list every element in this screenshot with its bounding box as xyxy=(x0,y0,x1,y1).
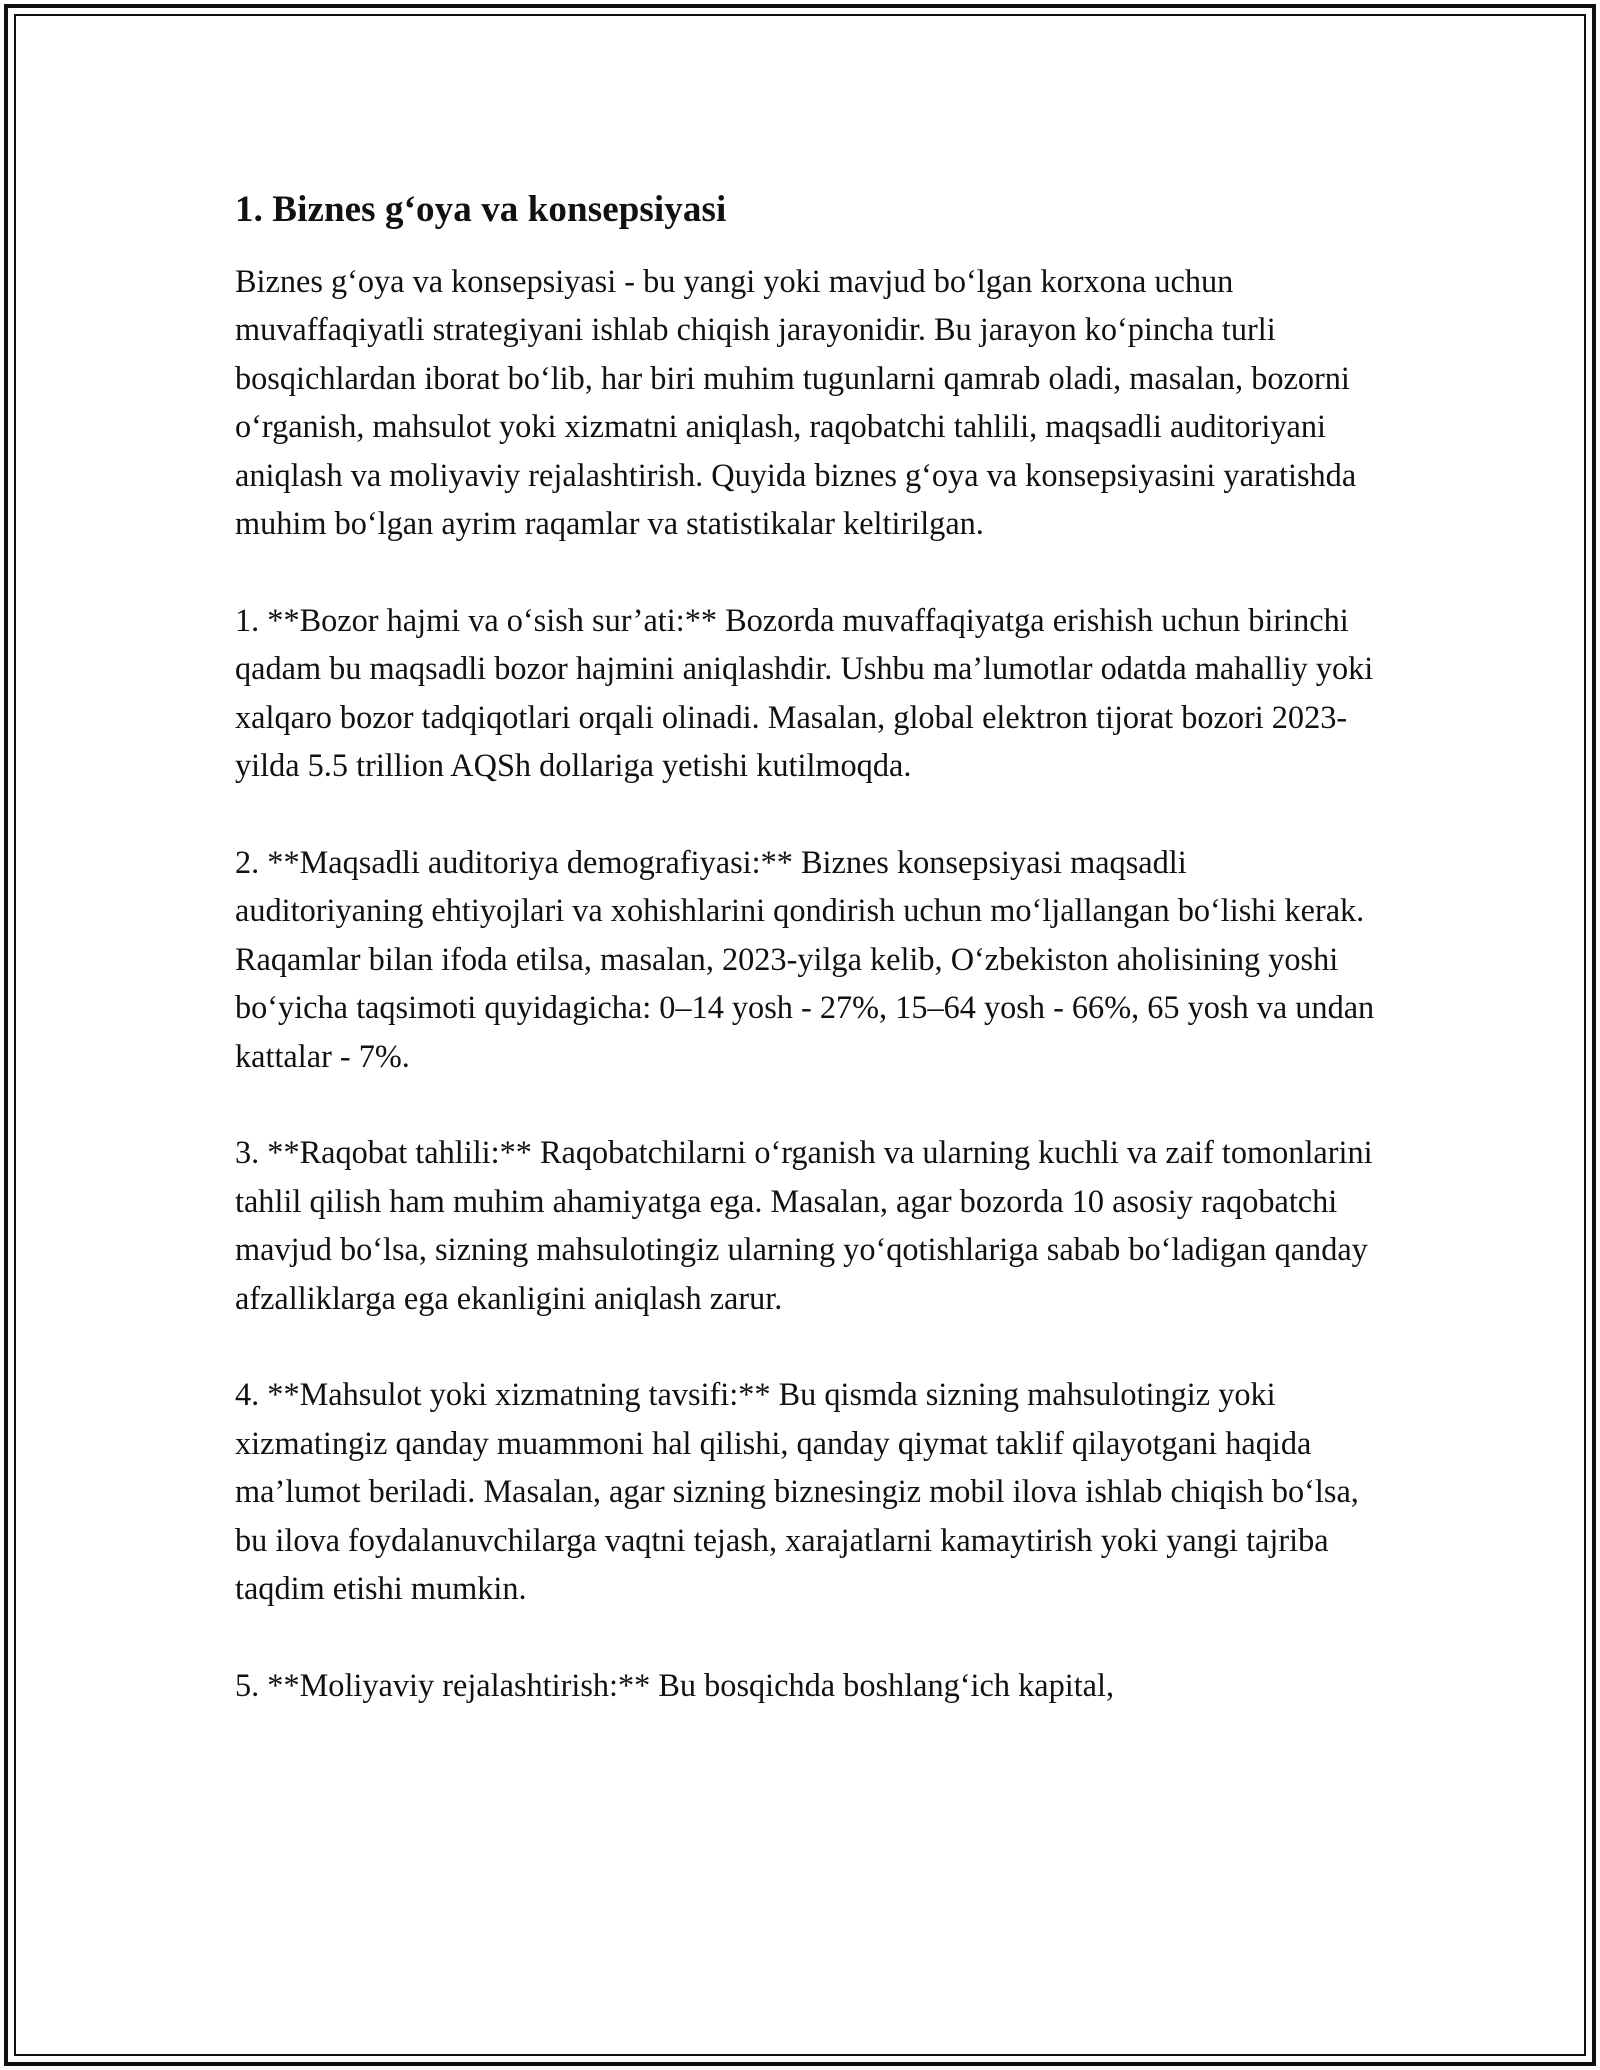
document-body xyxy=(235,185,1375,1757)
list-item-target-audience: 2. **Maqsadli auditoriya demografiyasi:** Biznes konsepsiyasi maqsadli auditoriyaning ehtiyojlari va xohishlarini qondirish uchun mo‘ljallangan bo‘lishi kerak. Raqamlar bilan ifoda etilsa, masalan, 2023-yilga kelib, O‘zbekiston aholisining yoshi bo‘yicha taqsimoti quyidagicha: 0–14 yosh - 27%, 15–64 yosh - 66%, 65 yosh va undan kattalar - 7%. xyxy=(235,843,1375,1074)
list-item-competition-analysis: 3. **Raqobat tahlili:** Raqobatchilarni o‘rganish va ularning kuchli va zaif tomonlarini tahlil qilish ham muhim ahamiyatga ega. Masalan, agar bozorda 10 asosiy raqobatchi mavjud bo‘lsa, sizning mahsulotingiz ularning yo‘qotishlariga sabab bo‘ladigan qanday afzalliklarga ega ekanligini aniqlash zarur. xyxy=(235,1134,1373,1316)
list-item-product-description: 4. **Mahsulot yoki xizmatning tavsifi:** Bu qismda sizning mahsulotingiz yoki xizmatingiz qanday muammoni hal qilishi, qanday qiymat taklif qilayotgani haqida ma’lumot beriladi. Masalan, agar sizning biznesingiz mobil ilova ishlab chiqish bo‘lsa, bu ilova foydalanuvchilarga vaqtni tejash, xarajatlarni kamaytirish yoki yangi tajriba taqdim etishi mumkin. xyxy=(235,1376,1359,1607)
list-item-financial-planning: 5. **Moliyaviy rejalashtirish:** Bu bosqichda boshlang‘ich kapital, xyxy=(235,1666,1115,1703)
section-heading: 1. Biznes g‘oya va konsepsiyasi xyxy=(235,189,727,230)
list-item-market-size: 1. **Bozor hajmi va o‘sish sur’ati:** Bozorda muvaffaqiyatga erishish uchun birinchi qadam bu maqsadli bozor hajmini aniqlashdir. Ushbu ma’lumotlar odatda mahalliy yoki xalqaro bozor tadqiqotlari orqali olinadi. Masalan, global elektron tijorat bozori 2023-yilda 5.5 trillion AQSh dollariga yetishi kutilmoqda. xyxy=(235,601,1374,784)
intro-paragraph: Biznes g‘oya va konsepsiyasi - bu yangi yoki mavjud bo‘lgan korxona uchun muvaffaqiyatli strategiyani ishlab chiqish jarayonidir. Bu jarayon ko‘pincha turli bosqichlardan iborat bo‘lib, har biri muhim tugunlarni qamrab oladi, masalan, bozorni o‘rganish, mahsulot yoki xizmatni aniqlash, raqobatchi tahlili, maqsadli auditoriyani aniqlash va moliyaviy rejalashtirish. Quyida biznes g‘oya va konsepsiyasini yaratishda muhim bo‘lgan ayrim raqamlar va statistikalar keltirilgan. xyxy=(235,262,1357,542)
